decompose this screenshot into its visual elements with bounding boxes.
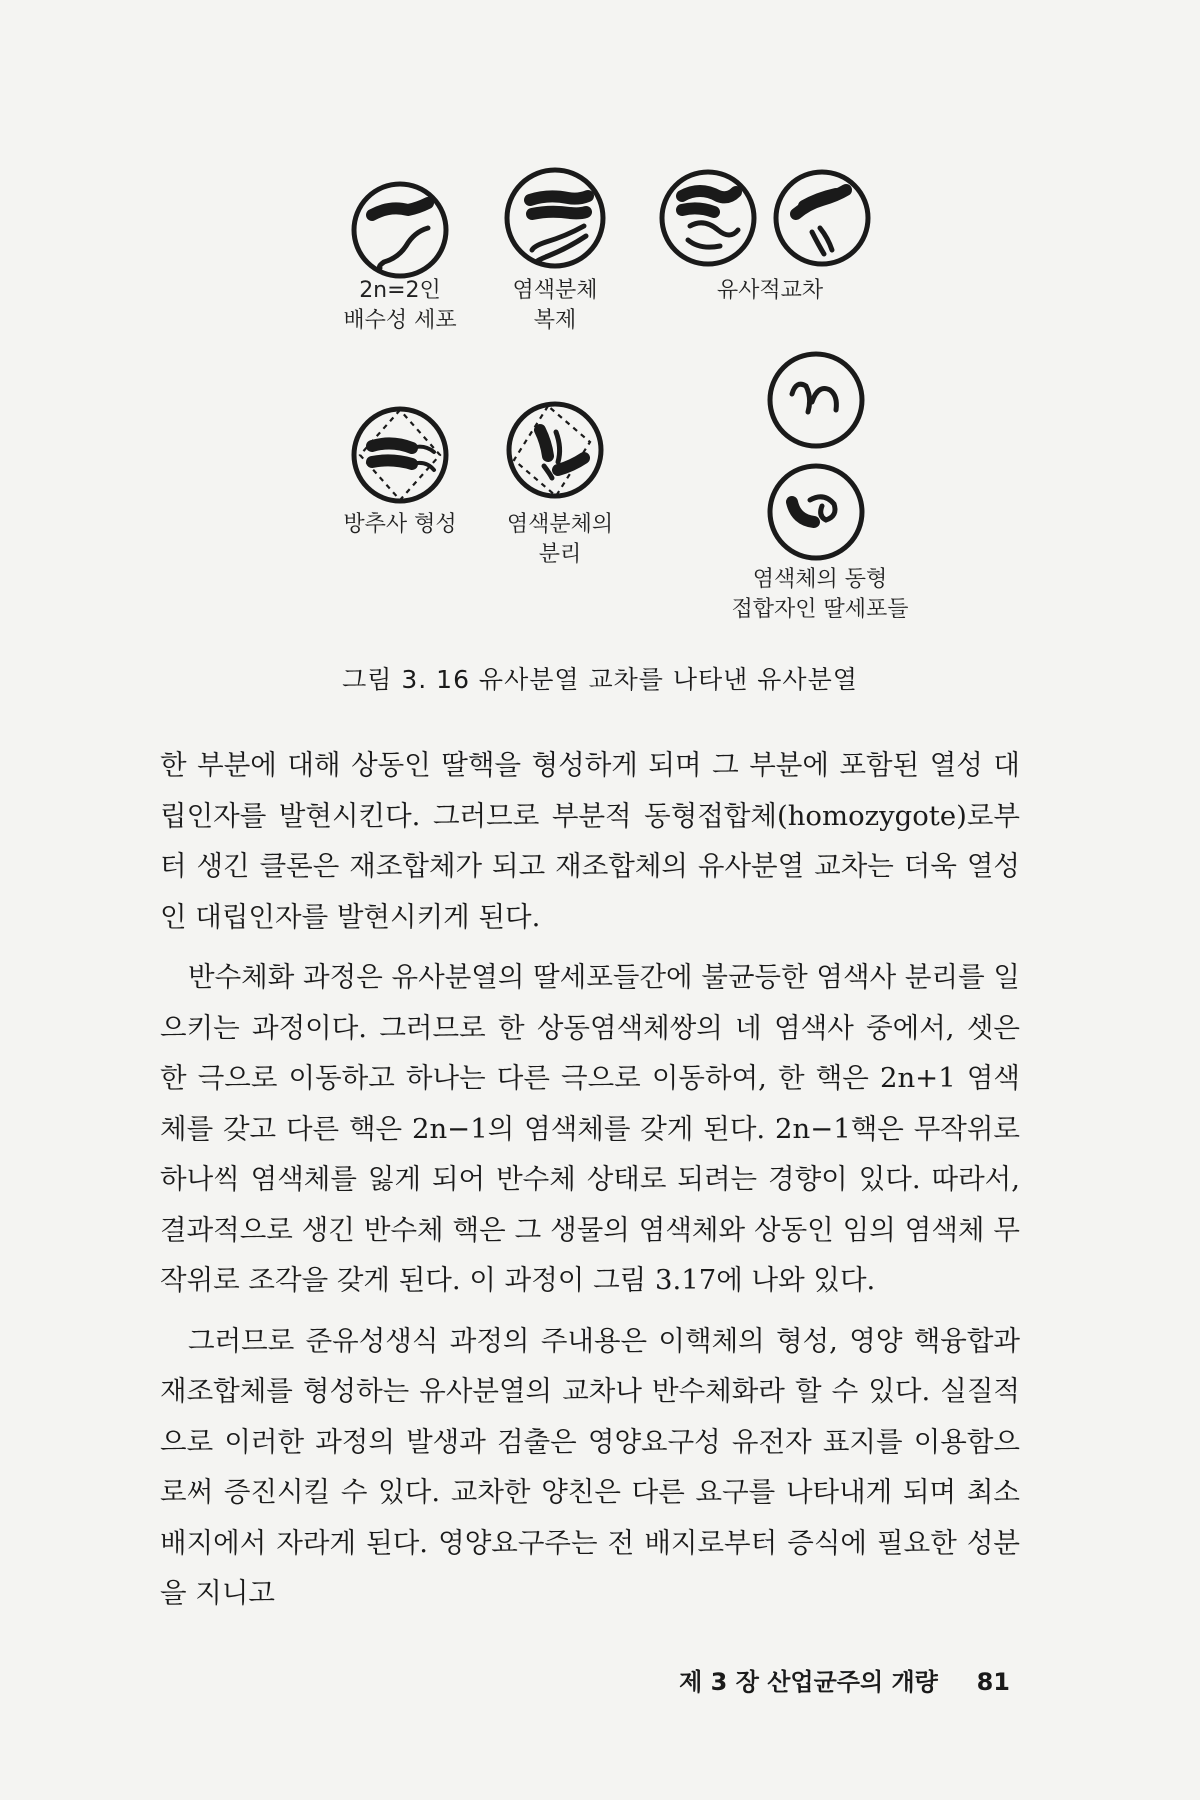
- paragraph-2: 반수체화 과정은 유사분열의 딸세포들간에 불균등한 염색사 분리를 일으키는 과정이다. 그러므로 한 상동염색체쌍의 네 염색사 중에서, 셋은 한 극으로 이동하고 하나는 다른 극으로 이동하여, 한 핵은 2n+1 염색체를 갖고 다른 핵은 2n−1의 염색체를 갖게 된다. 2n−1핵은 무작위로 하나씩 염색체를 잃게 되어 반수체 상태로 되려는 경향이 있다. 따라서, 결과적으로 생긴 반수체 핵은 그 생물의 염색체와 상동인 임의 염색체 무작위로 조각을 갖게 된다. 이 과정이 그림 3.17에 나와 있다.: [160, 961, 1020, 1296]
- cell-diploid: [354, 184, 446, 276]
- label-daughter-cells: 염색체의 동형 접합자인 딸세포들: [731, 567, 909, 622]
- label-diploid-cell: 2n=2인 배수성 세포: [343, 278, 457, 333]
- cell-separation: [509, 404, 601, 496]
- chapter-title: 제 3 장 산업균주의 개량: [679, 1668, 938, 1696]
- label-replication: 염색분체 복제: [512, 278, 598, 333]
- page-number: 81: [976, 1668, 1010, 1696]
- paragraph-1: 한 부분에 대해 상동인 딸핵을 형성하게 되며 그 부분에 포함된 열성 대립인자를 발현시킨다. 그러므로 부분적 동형접합체(homozygote)로부터 생긴 클론은 재조합체가 되고 재조합체의 유사분열 교차는 더욱 열성인 대립인자를 발현시키게 된다.: [160, 749, 1020, 933]
- label-separation: 염색분체의 분리: [506, 512, 614, 567]
- mitosis-figure: [0, 0, 1200, 700]
- page-footer: [679, 1662, 1010, 1697]
- cell-replication: [507, 170, 603, 266]
- label-crossover: 유사적교차: [716, 278, 824, 303]
- figure-caption: 그림 3. 16 유사분열 교차를 나타낸 유사분열: [342, 665, 858, 694]
- paragraph-3: 그러므로 준유성생식 과정의 주내용은 이핵체의 형성, 영양 핵융합과 재조합체를 형성하는 유사분열의 교차나 반수체화라 할 수 있다. 실질적으로 이러한 과정의 발생과 검출은 영양요구성 유전자 표지를 이용함으로써 증진시킬 수 있다. 교차한 양친은 다른 요구를 나타내게 되며 최소배지에서 자라게 된다. 영양요구주는 전 배지로부터 증식에 필요한 성분을 지니고: [160, 1324, 1020, 1609]
- label-spindle: 방추사 형성: [343, 512, 457, 537]
- cell-crossover-b: [776, 172, 868, 264]
- body-text: [160, 740, 1020, 1629]
- cell-crossover-a: [662, 172, 754, 264]
- cell-daughter-b: [770, 466, 862, 558]
- cell-spindle: [354, 409, 446, 501]
- cell-daughter-a: [770, 354, 862, 446]
